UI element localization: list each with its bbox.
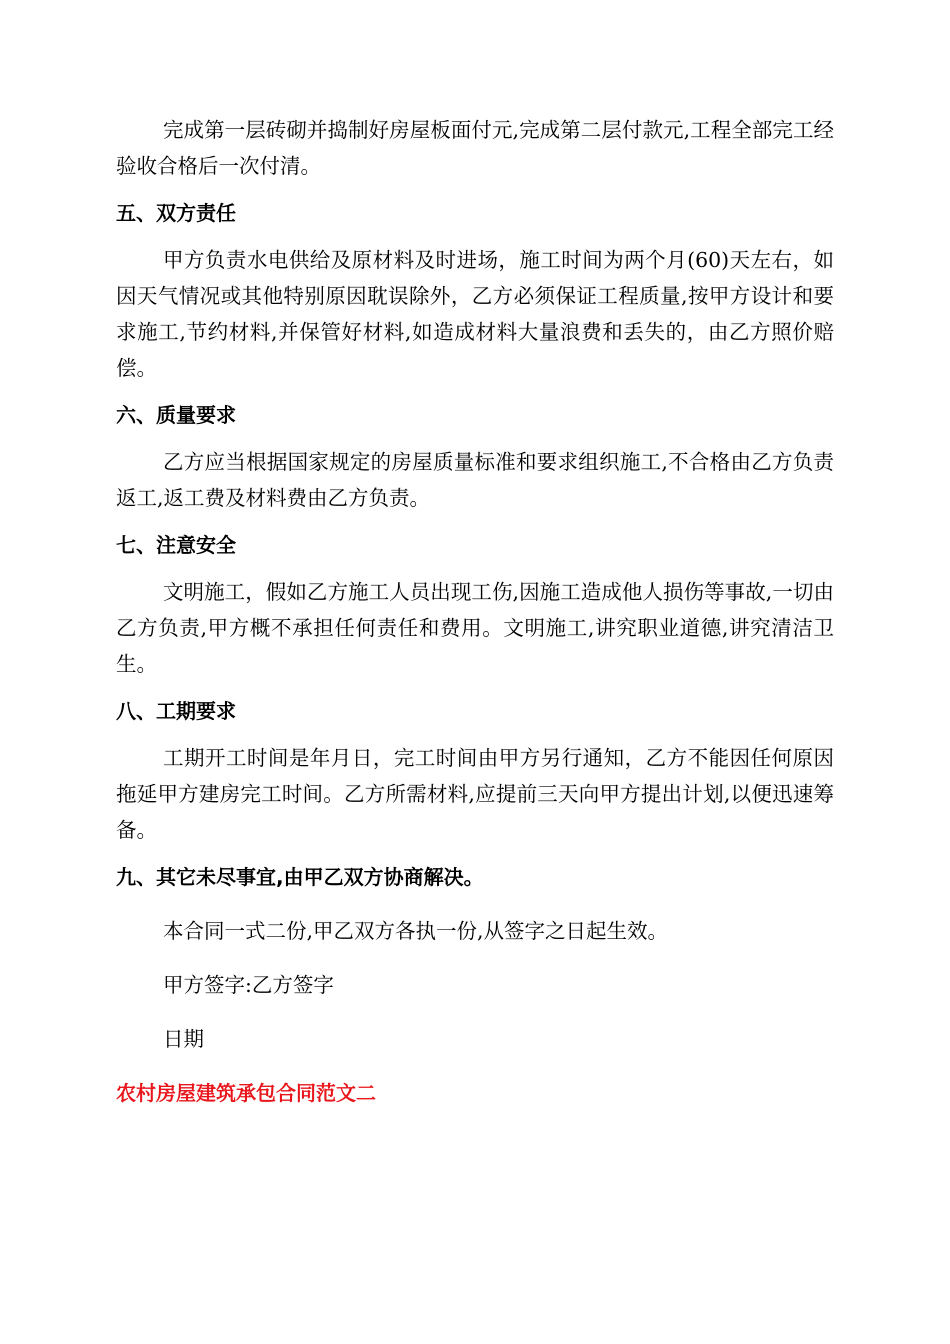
next-contract-title: 农村房屋建筑承包合同范文二 (116, 1081, 376, 1105)
section-8-body: 工期开工时间是年月日，完工时间由甲方另行通知，乙方不能因任何原因拖延甲方建房完工时间。乙方所需材料,应提前三天向甲方提出计划,以便迅速筹备。 (116, 746, 834, 842)
section-7-body: 文明施工，假如乙方施工人员出现工伤,因施工造成他人损伤等事故,一切由乙方负责,甲方概不承担任何责任和费用。文明施工,讲究职业道德,讲究清洁卫生。 (116, 580, 834, 676)
document-page (116, 112, 834, 1111)
section-6-heading: 六、质量要求 (116, 403, 236, 427)
date-line: 日期 (163, 1027, 204, 1051)
section-5-body: 甲方负责水电供给及原材料及时进场，施工时间为两个月(60)天左右，如因天气情况或其他特别原因耽误除外，乙方必须保证工程质量,按甲方设计和要求施工,节约材料,并保管好材料,如造成材料大量浪费和丢失的，由乙方照价赔偿。 (116, 248, 834, 380)
section-9-heading: 九、其它未尽事宜,由甲乙双方协商解决。 (116, 865, 484, 889)
section-6-body: 乙方应当根据国家规定的房屋质量标准和要求组织施工,不合格由乙方负责返工,返工费及材料费由乙方负责。 (116, 450, 834, 510)
section-8-heading: 八、工期要求 (116, 699, 236, 723)
signature-line: 甲方签字:乙方签字 (163, 973, 334, 997)
section-7-heading: 七、注意安全 (116, 533, 236, 557)
payment-paragraph: 完成第一层砖砌并捣制好房屋板面付元,完成第二层付款元,工程全部完工经验收合格后一次付清。 (116, 118, 834, 178)
section-5-heading: 五、双方责任 (116, 201, 236, 225)
copies-line: 本合同一式二份,甲乙双方各执一份,从签字之日起生效。 (163, 919, 669, 943)
